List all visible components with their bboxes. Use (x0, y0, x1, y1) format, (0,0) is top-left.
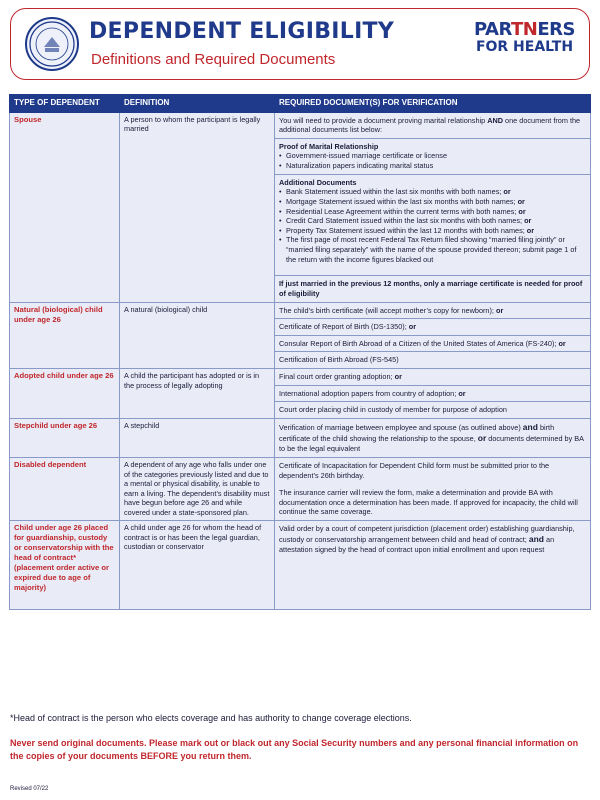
documents-stepchild (275, 418, 591, 457)
revision-date: Revised 07/22 (10, 786, 49, 792)
logo-text-for-health: FOR HEALTH (475, 38, 574, 55)
list-item: • Residential Lease Agreement within the current terms with both names; or (279, 207, 586, 217)
page-subtitle: Definitions and Required Documents (91, 51, 336, 68)
page-title: DEPENDENT ELIGIBILITY (89, 19, 395, 44)
partners-for-health-logo (474, 21, 575, 55)
type-adopted-child: Adopted child under age 26 (10, 369, 120, 419)
documents-disabled-dependent (275, 457, 591, 520)
list-item: Court order placing child in custody of member for purpose of adoption (279, 405, 507, 415)
list-item: Valid order by a court of competent jurisdiction (placement order) establishing guardianship, custody or conservatorship arrangement between child and head of contract; and an attestation signed by the head of contract upon initial enrollment and upon request (279, 524, 575, 554)
just-married-note: If just married in the previous 12 months, only a marriage certificate is needed for proof of eligibility (279, 279, 583, 298)
state-seal-icon (25, 17, 79, 71)
documents-natural-child (275, 302, 591, 369)
list-item: Certification of Birth Abroad (FS-545) (279, 355, 399, 365)
list-item: Certificate of Incapacitation for Dependent Child form must be submitted prior to the dependent’s 26th birthday. The insurance carrier will review the form, make a determination and provide BA with documentation once a determination has been made. If approved for incapacity, the child will continue the same coverage. (279, 460, 578, 517)
original-documents-warning: Never send original documents. Please mark out or black out any Social Security numbers and any personal financial information on the copies of your documents BEFORE you return them. (10, 738, 579, 761)
type-disabled-dependent: Disabled dependent (10, 457, 120, 520)
logo-text-par: PAR (474, 19, 512, 40)
documents-guardianship (275, 521, 591, 610)
header-type: TYPE OF DEPENDENT (10, 95, 120, 113)
list-item: • Naturalization papers indicating marital status (279, 161, 586, 171)
type-natural-child: Natural (biological) child under age 26 (10, 302, 120, 369)
eligibility-table (9, 94, 591, 610)
table-row-natural-child (10, 302, 591, 369)
header-banner (10, 8, 590, 80)
table-header-row (10, 95, 591, 113)
head-of-contract-footnote: *Head of contract is the person who elects coverage and has authority to change coverage elections. (10, 713, 412, 723)
list-item: • Mortgage Statement issued within the last six months with both names; or (279, 197, 586, 207)
list-item: Consular Report of Birth Abroad of a Citizen of the United States of America (FS-240); or (275, 336, 590, 353)
list-item: • Bank Statement issued within the last six months with both names; or (279, 187, 586, 197)
additional-documents: Additional Documents • Bank Statement issued within the last six months with both names; or • Mortgage Statement issued within the last six months with both names; or • Residential Lease Agreement within the current terms with both names; or • Credit Card Statement issued within the last six months with both names; or • Property Tax Statement issued within the last 12 months with both names; or • The first page of most recent Federal Tax Return filed showing “married filing jointly” or “married filing separately” with the name of the spouse provided thereon; submit page 1 of the return with the income figures blacked out (275, 175, 590, 277)
logo-text-ers: ERS (537, 19, 575, 40)
type-spouse: Spouse (10, 112, 120, 302)
documents-spouse (275, 112, 591, 302)
list-item: • Property Tax Statement issued within the last 12 months with both names; or (279, 226, 586, 236)
list-item: The child’s birth certificate (will accept mother’s copy for newborn); or (275, 303, 590, 320)
header-definition: DEFINITION (120, 95, 275, 113)
proof-of-marital-relationship: Proof of Marital Relationship • Government-issued marriage certificate or license • Naturalization papers indicating marital status (275, 139, 590, 175)
list-item: • The first page of most recent Federal Tax Return filed showing “married filing jointly” or “married filing separately” with the name of the spouse provided thereon; submit page 1 of the return with the income figures blacked out (279, 235, 586, 264)
list-item: International adoption papers from country of adoption; or (275, 386, 590, 403)
definition-natural-child: A natural (biological) child (120, 302, 275, 369)
definition-adopted-child: A child the participant has adopted or is in the process of legally adopting (120, 369, 275, 419)
header-documents: REQUIRED DOCUMENT(S) FOR VERIFICATION (275, 95, 591, 113)
documents-adopted-child (275, 369, 591, 419)
type-stepchild: Stepchild under age 26 (10, 418, 120, 457)
list-item: Certificate of Report of Birth (DS-1350); or (275, 319, 590, 336)
logo-text-tn: TN (511, 19, 538, 40)
definition-guardianship: A child under age 26 for whom the head of contract is or has been the legal guardian, custodian or conservator (120, 521, 275, 610)
list-item: • Government-issued marriage certificate or license (279, 151, 586, 161)
type-guardianship: Child under age 26 placed for guardianship, custody or conservatorship with the head of contract* (placement order active or expired due to age of majority) (10, 521, 120, 610)
definition-disabled-dependent: A dependent of any age who falls under one of the categories previously listed and due to a mental or physical disability, is unable to earn a living. The dependent’s disability must have begun before age 26 and while covered under a state-sponsored plan. (120, 457, 275, 520)
table-row-guardianship (10, 521, 591, 610)
list-item: • Credit Card Statement issued within the last six months with both names; or (279, 216, 586, 226)
table-row-stepchild (10, 418, 591, 457)
list-item: Final court order granting adoption; or (275, 369, 590, 386)
table-row-disabled-dependent (10, 457, 591, 520)
list-item: Verification of marriage between employee and spouse (as outlined above) and birth certificate of the child showing the relationship to the spouse, or documents determined by BA to be the legal equivalent (279, 421, 584, 454)
spouse-intro: You will need to provide a document proving marital relationship AND one document from the additional documents list below: (275, 113, 590, 139)
definition-spouse: A person to whom the participant is legally married (120, 112, 275, 302)
definition-stepchild: A stepchild (120, 418, 275, 457)
table-row-spouse (10, 112, 591, 302)
table-row-adopted-child (10, 369, 591, 419)
